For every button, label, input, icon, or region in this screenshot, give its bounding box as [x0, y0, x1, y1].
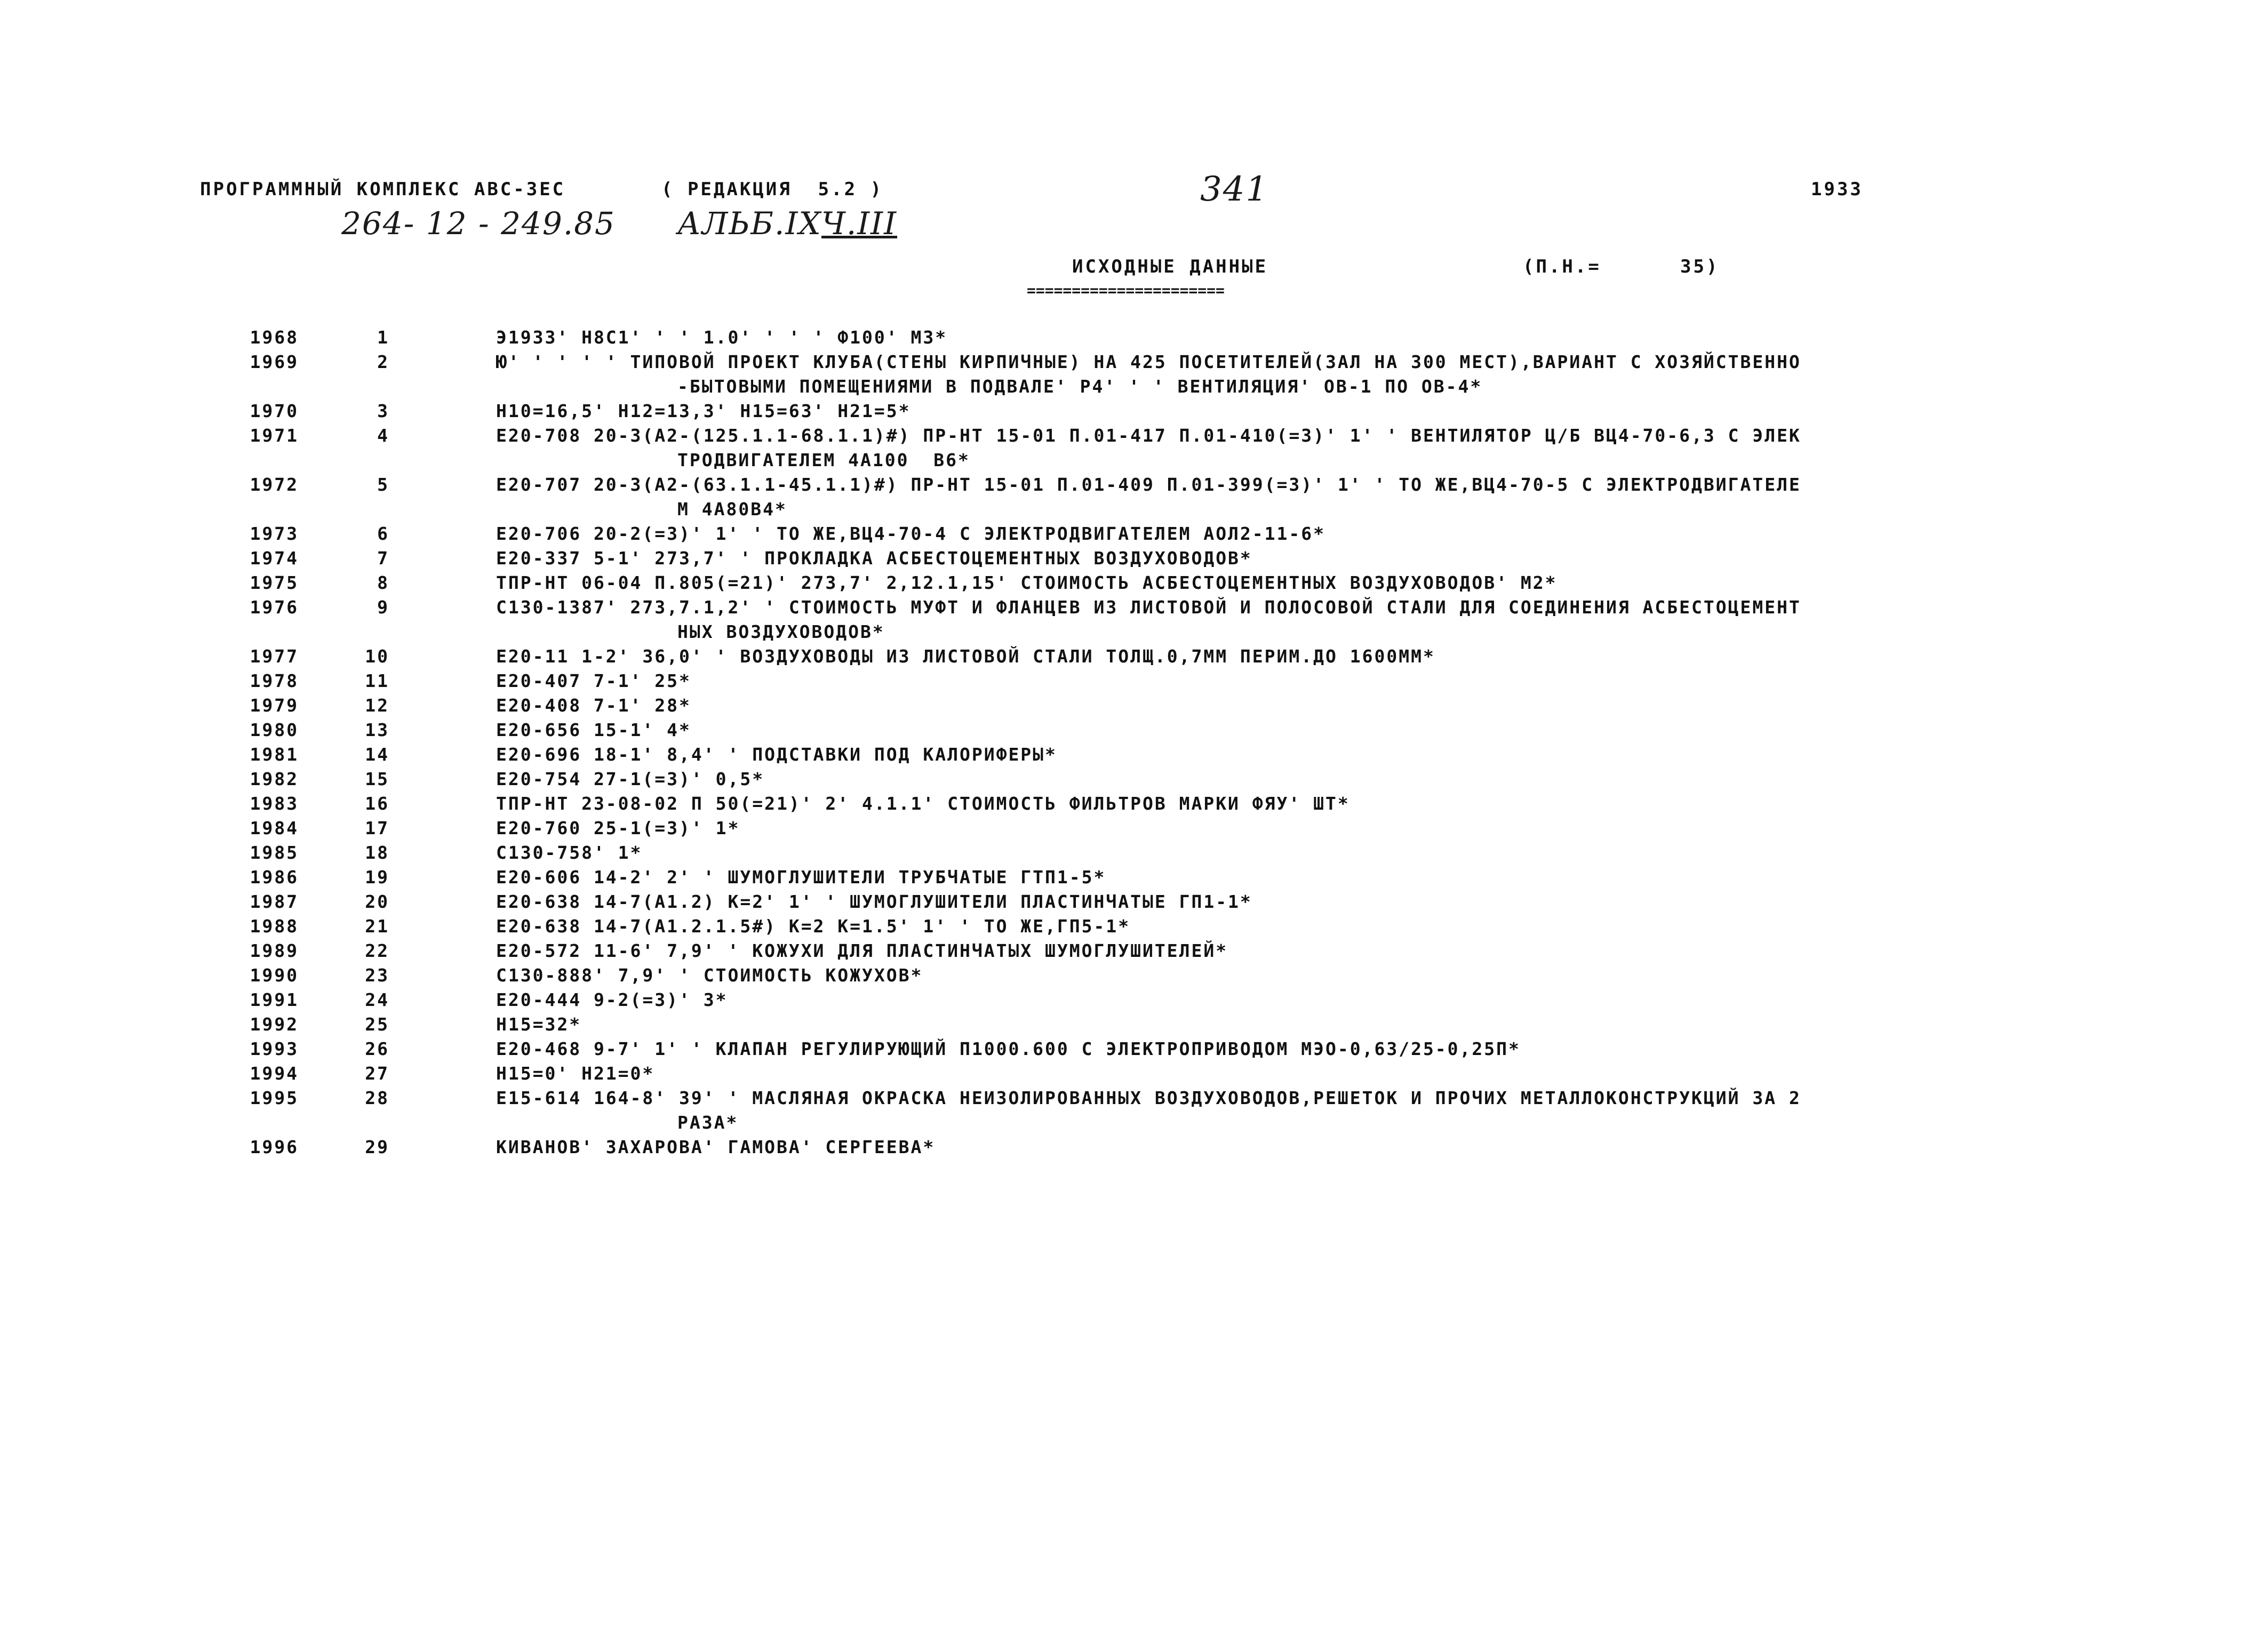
item-text-line: С130-888' 7,9' ' СТОИМОСТЬ КОЖУХОВ* [496, 965, 923, 986]
item-number: 22 [365, 940, 389, 961]
line-number: 1970 [250, 401, 299, 421]
section-title: ИСХОДНЫЕ ДАННЫЕ [1072, 256, 1268, 277]
item-text-continuation: НЫХ ВОЗДУХОВОДОВ* [677, 621, 885, 642]
item-text-line: Е20-468 9-7' 1' ' КЛАПАН РЕГУЛИРУЮЩИЙ П1000.600 С ЭЛЕКТРОПРИВОДОМ МЭО-0,63/25-0,25П* [496, 1038, 1521, 1059]
item-number: 20 [365, 891, 389, 912]
item-text-line: КИВАНОВ' ЗАХАРОВА' ГАМОВА' СЕРГЕЕВА* [496, 1137, 936, 1157]
program-name: ПРОГРАММНЫЙ КОМПЛЕКС АВС-3ЕС [200, 179, 566, 200]
item-text [496, 669, 2102, 693]
item-text-line: Е20-337 5-1' 273,7' ' ПРОКЛАДКА АСБЕСТОЦЕМЕНТНЫХ ВОЗДУХОВОДОВ* [496, 548, 1252, 569]
item-text [496, 742, 2102, 767]
item-number: 11 [365, 670, 389, 691]
item-text-line: Е15-614 164-8' 39' ' МАСЛЯНАЯ ОКРАСКА НЕИЗОЛИРОВАННЫХ ВОЗДУХОВОДОВ,РЕШЕТОК И ПРОЧИХ МЕТАЛЛОКОНСТРУКЦИЙ ЗА 2 [496, 1088, 1801, 1108]
item-text [496, 1135, 2102, 1160]
item-text-line: Е20-408 7-1' 28* [496, 695, 691, 716]
item-text [496, 350, 2102, 399]
line-number: 1973 [250, 523, 299, 544]
item-number: 19 [365, 867, 389, 888]
item-number: 12 [365, 695, 389, 716]
line-number: 1987 [250, 891, 299, 912]
document-number: 1933 [1811, 179, 1863, 200]
item-number: 25 [365, 1014, 389, 1035]
item-number: 4 [377, 425, 389, 446]
item-text [496, 644, 2102, 669]
item-text-line: Е20-760 25-1(=3)' 1* [496, 818, 740, 838]
item-text [496, 424, 2102, 473]
line-number: 1982 [250, 769, 299, 789]
line-number: 1988 [250, 916, 299, 937]
line-number: 1984 [250, 818, 299, 838]
item-text [496, 890, 2102, 914]
item-text-line: Е20-606 14-2' 2' ' ШУМОГЛУШИТЕЛИ ТРУБЧАТЫЕ ГТП1-5* [496, 867, 1106, 888]
item-text [496, 1037, 2102, 1061]
line-number: 1992 [250, 1014, 299, 1035]
item-text-line: ТПР-НТ 23-08-02 П 50(=21)' 2' 4.1.1' СТОИМОСТЬ ФИЛЬТРОВ МАРКИ ФЯУ' ШТ* [496, 793, 1350, 814]
handwritten-part: Ч.III [821, 205, 898, 242]
item-text [496, 399, 2102, 424]
item-text-line: Е20-708 20-3(А2-(125.1.1-68.1.1)#) ПР-НТ 15-01 П.01-417 П.01-410(=3)' 1' ' ВЕНТИЛЯТОР Ц/Б ВЦ4-70-6,3 С ЭЛЕК [496, 425, 1801, 446]
line-number: 1991 [250, 989, 299, 1010]
item-number: 13 [365, 720, 389, 740]
item-number: 5 [377, 474, 389, 495]
item-text [496, 963, 2102, 988]
item-text [496, 767, 2102, 792]
pn-label: (П.Н.= [1523, 256, 1601, 277]
item-text-line: Ю' ' ' ' ' ТИПОВОЙ ПРОЕКТ КЛУБА(СТЕНЫ КИРПИЧНЫЕ) НА 425 ПОСЕТИТЕЛЕЙ(ЗАЛ НА 300 МЕСТ),ВАРИАНТ С ХОЗЯЙСТВЕННО [496, 351, 1801, 372]
line-number: 1971 [250, 425, 299, 446]
handwritten-page-number: 341 [1200, 170, 1269, 209]
line-number: 1994 [250, 1063, 299, 1084]
item-text [496, 939, 2102, 963]
pn-value: 35) [1680, 256, 1720, 277]
handwritten-project-code: 264- 12 - 249.85 [341, 205, 616, 242]
item-text [496, 816, 2102, 841]
item-number: 27 [365, 1063, 389, 1084]
item-number: 3 [377, 401, 389, 421]
line-number: 1975 [250, 572, 299, 593]
item-text-line: Е20-407 7-1' 25* [496, 670, 691, 691]
item-number: 24 [365, 989, 389, 1010]
item-number: 2 [377, 351, 389, 372]
item-text [496, 325, 2102, 350]
item-text [496, 1086, 2102, 1135]
line-number: 1977 [250, 646, 299, 667]
item-text [496, 693, 2102, 718]
item-number: 10 [365, 646, 389, 667]
line-number: 1978 [250, 670, 299, 691]
item-text [496, 473, 2102, 522]
line-number: 1996 [250, 1137, 299, 1157]
item-text [496, 792, 2102, 816]
item-text [496, 546, 2102, 571]
item-text-line: Е20-638 14-7(А1.2.1.5#) К=2 К=1.5' 1' ' ТО ЖЕ,ГП5-1* [496, 916, 1131, 937]
item-text [496, 988, 2102, 1012]
line-number: 1981 [250, 744, 299, 765]
item-number: 23 [365, 965, 389, 986]
item-number: 6 [377, 523, 389, 544]
handwritten-album: АЛЬБ.IX [677, 205, 822, 242]
item-text-line: Е20-706 20-2(=3)' 1' ' ТО ЖЕ,ВЦ4-70-4 С ЭЛЕКТРОДВИГАТЕЛЕМ АОЛ2-11-6* [496, 523, 1326, 544]
line-number: 1986 [250, 867, 299, 888]
line-number: 1990 [250, 965, 299, 986]
item-text [496, 1012, 2102, 1037]
item-text [496, 914, 2102, 939]
line-number: 1972 [250, 474, 299, 495]
item-text-line: Н15=0' Н21=0* [496, 1063, 655, 1084]
item-text [496, 595, 2102, 644]
item-number: 26 [365, 1038, 389, 1059]
item-text-line: ТПР-НТ 06-04 П.805(=21)' 273,7' 2,12.1,15' СТОИМОСТЬ АСБЕСТОЦЕМЕНТНЫХ ВОЗДУХОВОДОВ' М2* [496, 572, 1558, 593]
line-number: 1983 [250, 793, 299, 814]
line-number: 1969 [250, 351, 299, 372]
item-text [496, 522, 2102, 546]
item-text-line: Е20-444 9-2(=3)' 3* [496, 989, 728, 1010]
item-text-line: С130-758' 1* [496, 842, 643, 863]
item-number: 14 [365, 744, 389, 765]
item-text-line: Э1933' Н8С1' ' ' 1.0' ' ' ' Ф100' М3* [496, 327, 948, 348]
item-number: 1 [377, 327, 389, 348]
line-number: 1974 [250, 548, 299, 569]
line-number: 1995 [250, 1088, 299, 1108]
item-number: 15 [365, 769, 389, 789]
line-number: 1985 [250, 842, 299, 863]
title-underline: ====================== [1027, 282, 1225, 299]
item-text [496, 718, 2102, 742]
item-number: 9 [377, 597, 389, 618]
item-text-continuation: ТРОДВИГАТЕЛЕМ 4А100 В6* [677, 450, 970, 470]
item-number: 7 [377, 548, 389, 569]
line-number: 1989 [250, 940, 299, 961]
item-text [496, 1061, 2102, 1086]
line-number: 1993 [250, 1038, 299, 1059]
item-text-continuation: М 4А80В4* [677, 499, 787, 520]
line-number: 1980 [250, 720, 299, 740]
item-number: 17 [365, 818, 389, 838]
item-text-continuation: РАЗА* [677, 1112, 739, 1133]
item-text-line: Н10=16,5' Н12=13,3' Н15=63' Н21=5* [496, 401, 911, 421]
item-text [496, 865, 2102, 890]
item-text [496, 571, 2102, 595]
item-text-line: Е20-707 20-3(А2-(63.1.1-45.1.1)#) ПР-НТ 15-01 П.01-409 П.01-399(=3)' 1' ' ТО ЖЕ,ВЦ4-70-5 С ЭЛЕКТРОДВИГАТЕЛЕ [496, 474, 1801, 495]
line-number: 1979 [250, 695, 299, 716]
item-number: 16 [365, 793, 389, 814]
item-number: 21 [365, 916, 389, 937]
item-text-continuation: -БЫТОВЫМИ ПОМЕЩЕНИЯМИ В ПОДВАЛЕ' Р4' ' ' ВЕНТИЛЯЦИЯ' ОВ-1 ПО ОВ-4* [677, 376, 1483, 397]
item-text-line: Е20-11 1-2' 36,0' ' ВОЗДУХОВОДЫ ИЗ ЛИСТОВОЙ СТАЛИ ТОЛЩ.0,7ММ ПЕРИМ.ДО 1600ММ* [496, 646, 1435, 667]
item-number: 29 [365, 1137, 389, 1157]
item-text-line: Е20-572 11-6' 7,9' ' КОЖУХИ ДЛЯ ПЛАСТИНЧАТЫХ ШУМОГЛУШИТЕЛЕЙ* [496, 940, 1228, 961]
item-number: 8 [377, 572, 389, 593]
item-text-line: Е20-656 15-1' 4* [496, 720, 691, 740]
line-number: 1968 [250, 327, 299, 348]
item-text [496, 841, 2102, 865]
item-number: 28 [365, 1088, 389, 1108]
item-text-line: Е20-696 18-1' 8,4' ' ПОДСТАВКИ ПОД КАЛОРИФЕРЫ* [496, 744, 1057, 765]
item-number: 18 [365, 842, 389, 863]
item-text-line: Е20-754 27-1(=3)' 0,5* [496, 769, 765, 789]
edition-label: ( РЕДАКЦИЯ 5.2 ) [661, 179, 883, 200]
line-number: 1976 [250, 597, 299, 618]
item-text-line: Н15=32* [496, 1014, 582, 1035]
item-text-line: Е20-638 14-7(А1.2) К=2' 1' ' ШУМОГЛУШИТЕЛИ ПЛАСТИНЧАТЫЕ ГП1-1* [496, 891, 1252, 912]
item-text-line: С130-1387' 273,7.1,2' ' СТОИМОСТЬ МУФТ И ФЛАНЦЕВ ИЗ ЛИСТОВОЙ И ПОЛОСОВОЙ СТАЛИ ДЛЯ СОЕДИНЕНИЯ АСБЕСТОЦЕМЕНТ [496, 597, 1801, 618]
